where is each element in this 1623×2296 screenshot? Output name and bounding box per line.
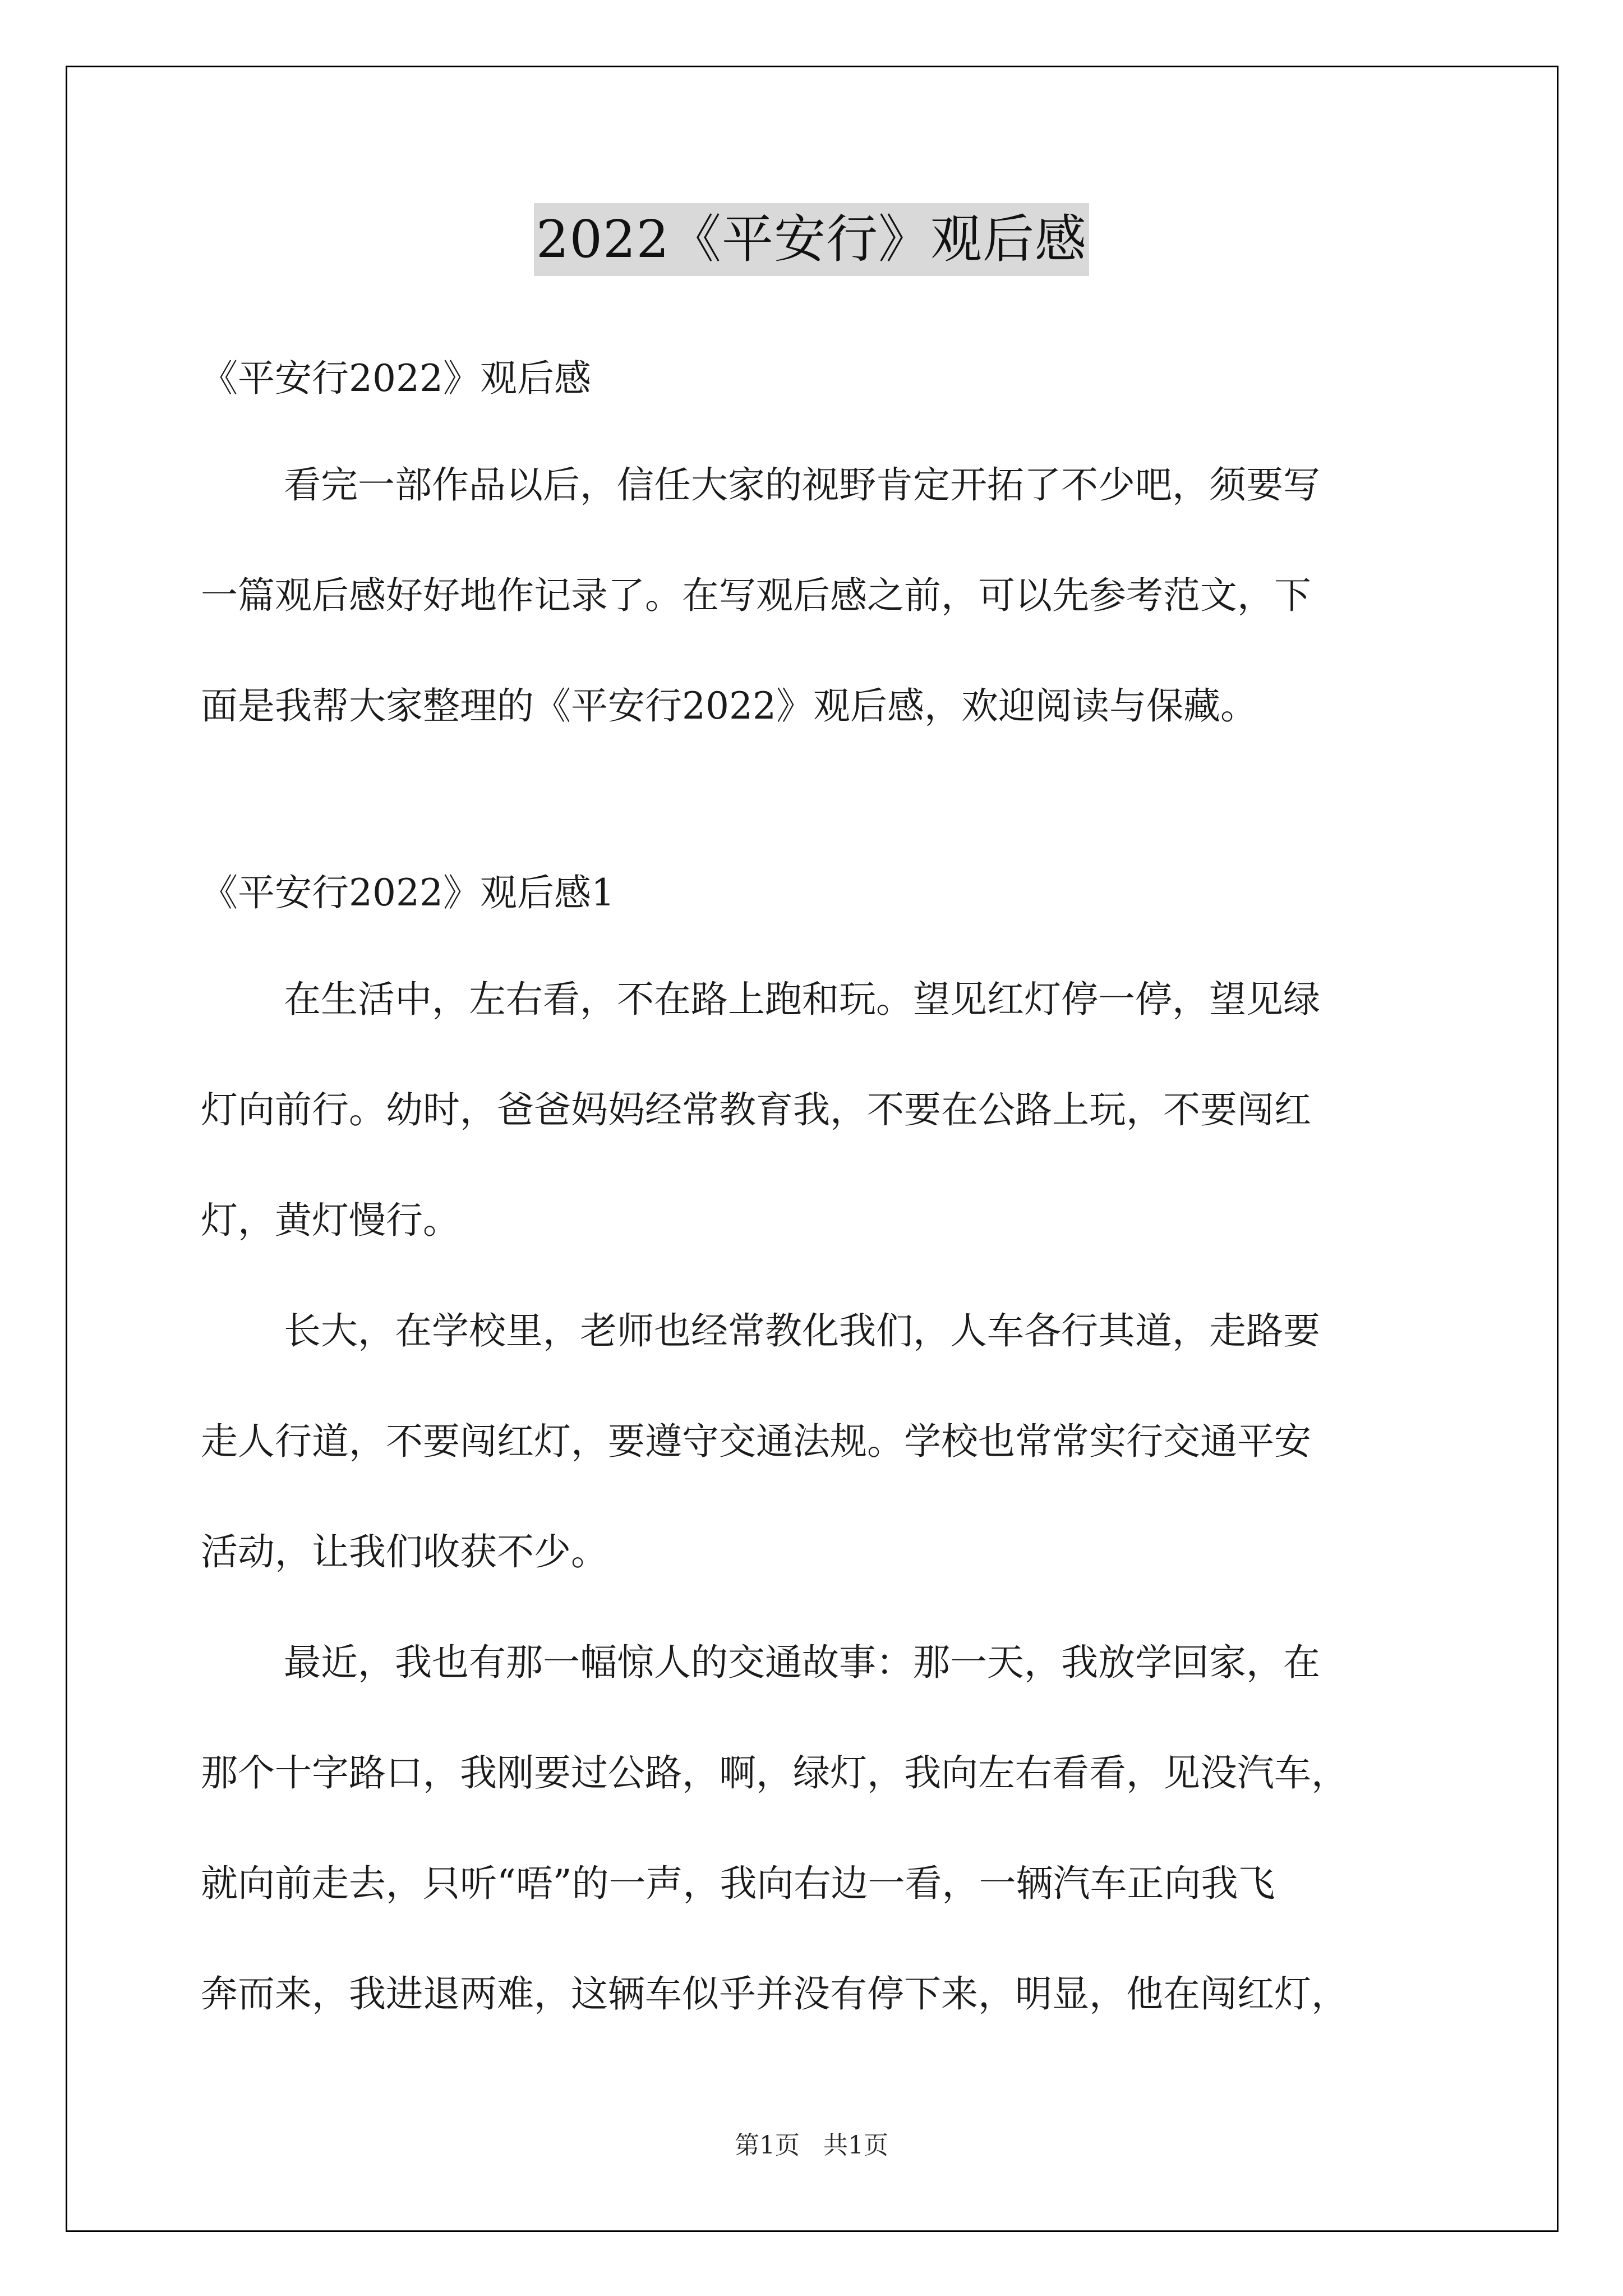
paragraph-line: 那个十字路口，我刚要过公路，啊，绿灯，我向左右看看，见没汽车，: [201, 1751, 1348, 1795]
body-paragraph: [201, 1276, 1435, 1607]
paragraph-line: 灯向前行。幼时，爸爸妈妈经常教育我，不要在公路上玩，不要闯红: [201, 1088, 1311, 1131]
section-heading: 《平安行2022》观后感1: [201, 871, 615, 914]
paragraph-line: 长大，在学校里，老师也经常教化我们，人车各行其道，走路要: [284, 1309, 1320, 1352]
paragraph-line: 就向前走去，只听“唔”的一声，我向右边一看，一辆汽车正向我飞: [201, 1862, 1275, 1905]
intro-line: 一篇观后感好好地作记录了。在写观后感之前，可以先参考范文，下: [201, 574, 1311, 617]
intro-line: 看完一部作品以后，信任大家的视野肯定开拓了不少吧，须要写: [284, 463, 1320, 507]
paragraph-line: 走人行道，不要闯红灯，要遵守交通法规。学校也常常实行交通平安: [201, 1420, 1311, 1463]
paragraph-line: 灯，黄灯慢行。: [201, 1199, 460, 1242]
paragraph-line: 最近，我也有那一幅惊人的交通故事：那一天，我放学回家，在: [284, 1641, 1320, 1684]
document-title: 2022《平安行》观后感: [534, 203, 1089, 276]
intro-paragraph: [201, 430, 1435, 761]
intro-line: 面是我帮大家整理的《平安行2022》观后感，欢迎阅读与保藏。: [201, 684, 1257, 728]
page-number-footer: 第1页 共1页: [735, 2131, 888, 2160]
document-body: [201, 337, 1435, 2049]
body-paragraph: [201, 944, 1435, 1276]
paragraph-line: 在生活中，左右看，不在路上跑和玩。望见红灯停一停，望见绿: [284, 978, 1320, 1021]
intro-heading: 《平安行2022》观后感: [201, 357, 591, 400]
paragraph-line: 奔而来，我进退两难，这辆车似乎并没有停下来，明显，他在闯红灯，: [201, 1972, 1348, 2016]
title-area: [0, 203, 1623, 276]
body-paragraph: [201, 1607, 1435, 2049]
paragraph-line: 活动，让我们收获不少。: [201, 1530, 608, 1573]
